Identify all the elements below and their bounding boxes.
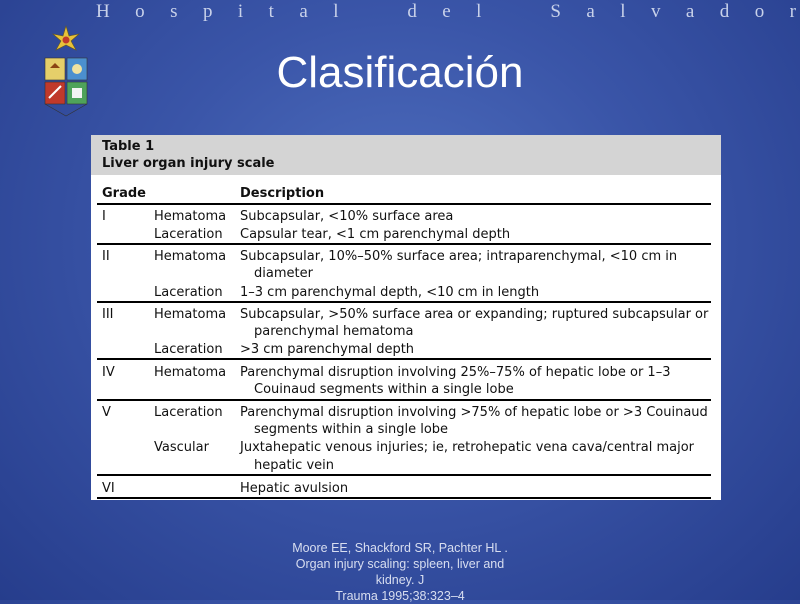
- column-header-grade: Grade: [102, 186, 146, 201]
- description-cell: 1–3 cm parenchymal depth, <10 cm in length: [240, 285, 540, 300]
- table-caption: Table 1: [102, 139, 155, 154]
- row-rule: [97, 358, 711, 360]
- header-letter: a: [299, 1, 308, 22]
- grade-cell: VI: [102, 481, 115, 496]
- injury-type-cell: Hematoma: [154, 209, 227, 224]
- description-cell: diameter: [254, 266, 313, 281]
- star-emblem: [53, 26, 79, 50]
- header-letter: d: [719, 1, 730, 22]
- injury-type-cell: Hematoma: [154, 307, 227, 322]
- grade-cell: IV: [102, 365, 115, 380]
- header-letter: l: [476, 1, 482, 22]
- hospital-name-header: [96, 1, 796, 23]
- header-letter: v: [650, 1, 661, 22]
- description-cell: Couinaud segments within a single lobe: [254, 382, 514, 397]
- citation-line: kidney. J: [375, 573, 425, 587]
- description-cell: Parenchymal disruption involving >75% of hepatic lobe or >3 Couinaud: [240, 405, 708, 420]
- description-cell: segments within a single lobe: [254, 422, 449, 437]
- liver-injury-scale-table: [91, 135, 721, 500]
- header-letter: t: [268, 1, 274, 22]
- injury-type-cell: Hematoma: [154, 249, 227, 264]
- citation-reference: [270, 540, 530, 604]
- row-rule: [97, 399, 711, 401]
- description-cell: >3 cm parenchymal depth: [240, 342, 415, 357]
- header-letter: d: [407, 1, 417, 22]
- citation-line: Trauma 1995;38:323–4: [335, 589, 465, 603]
- slide-title: Clasificación: [276, 48, 524, 97]
- grade-cell: I: [102, 209, 106, 224]
- header-letter: l: [620, 1, 626, 22]
- injury-type-cell: Laceration: [154, 405, 223, 420]
- row-rule: [97, 243, 711, 245]
- column-header-description: Description: [240, 186, 325, 201]
- injury-type-cell: Laceration: [154, 227, 223, 242]
- description-cell: Subcapsular, >50% surface area or expanding; ruptured subcapsular or: [240, 307, 709, 322]
- table-caption-header: [91, 135, 721, 175]
- description-cell: Hepatic avulsion: [240, 481, 349, 496]
- header-letter: S: [550, 1, 561, 22]
- citation-line: Moore EE, Shackford SR, Pachter HL .: [292, 541, 508, 555]
- header-rule: [97, 203, 711, 205]
- header-letter: o: [135, 1, 145, 22]
- bottom-rule: [97, 497, 711, 499]
- header-letter: H: [96, 1, 110, 22]
- description-cell: Capsular tear, <1 cm parenchymal depth: [240, 227, 511, 242]
- header-letter: o: [754, 1, 765, 22]
- header-letter: p: [202, 1, 213, 22]
- description-cell: Subcapsular, <10% surface area: [240, 209, 454, 224]
- injury-type-cell: Hematoma: [154, 365, 227, 380]
- description-cell: Subcapsular, 10%–50% surface area; intraparenchymal, <10 cm in: [240, 249, 678, 264]
- injury-type-cell: Laceration: [154, 285, 223, 300]
- injury-type-cell: Vascular: [154, 440, 209, 455]
- header-letter: s: [170, 1, 178, 22]
- description-cell: hepatic vein: [254, 458, 334, 473]
- description-cell: Parenchymal disruption involving 25%–75% of hepatic lobe or 1–3: [240, 365, 671, 380]
- header-letter: i: [237, 1, 244, 22]
- grade-cell: V: [102, 405, 111, 420]
- description-cell: parenchymal hematoma: [254, 324, 414, 339]
- header-letter: l: [333, 1, 339, 22]
- injury-type-cell: Laceration: [154, 342, 223, 357]
- header-letter: e: [442, 1, 451, 22]
- row-rule: [97, 474, 711, 476]
- grade-cell: II: [102, 249, 110, 264]
- header-letter: a: [586, 1, 595, 22]
- row-rule: [97, 301, 711, 303]
- citation-line: Organ injury scaling: spleen, liver and: [295, 557, 505, 571]
- header-letter: r: [789, 1, 796, 22]
- header-letter: a: [685, 1, 695, 22]
- table-subtitle: Liver organ injury scale: [102, 156, 275, 171]
- description-cell: Juxtahepatic venous injuries; ie, retrohepatic vena cava/central major: [240, 440, 694, 455]
- grade-cell: III: [102, 307, 114, 322]
